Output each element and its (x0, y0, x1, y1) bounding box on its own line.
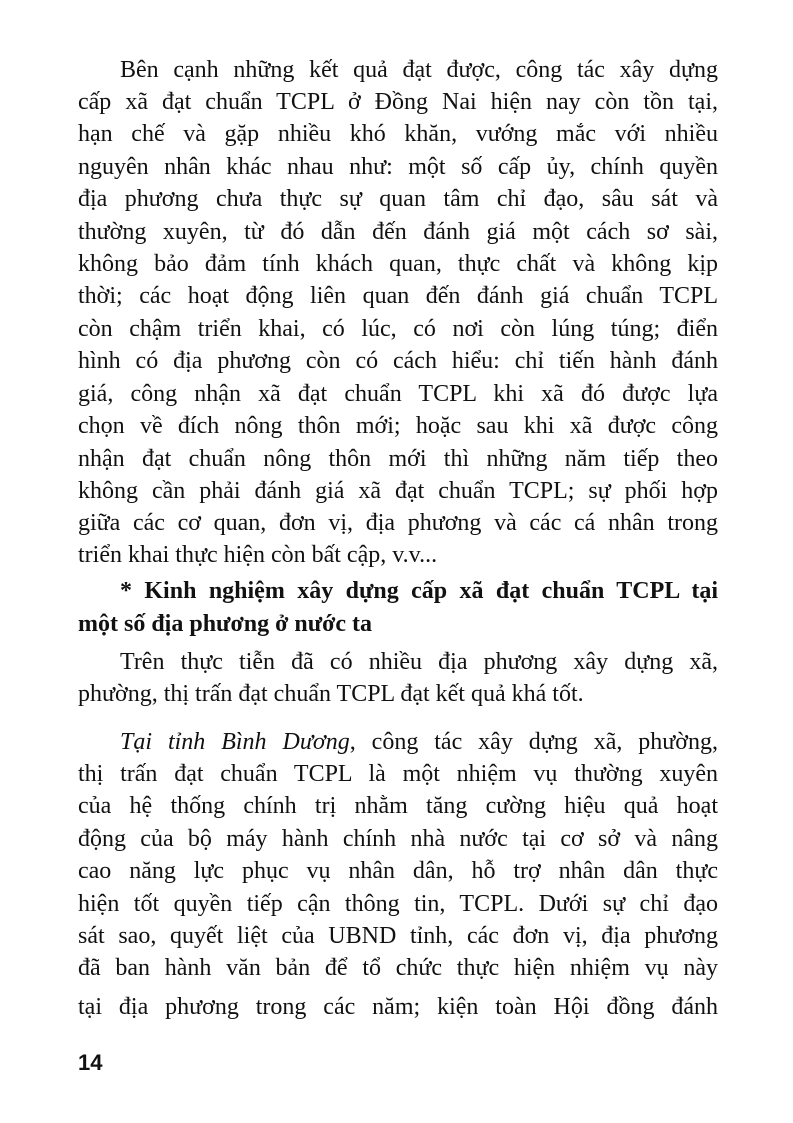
text-line: chọn về đích nông thôn mới; hoặc sau khi xã được công (78, 413, 718, 439)
text-line (120, 726, 718, 758)
text-line: cấp xã đạt chuẩn TCPL ở Đồng Nai hiện nay còn tồn tại, (78, 89, 718, 115)
text-line: hạn chế và gặp nhiều khó khăn, vướng mắc với nhiều (78, 121, 718, 147)
text-line: giữa các cơ quan, đơn vị, địa phương và các cá nhân trong (78, 510, 718, 536)
page-number: 14 (78, 1050, 103, 1075)
text-line: cao năng lực phục vụ nhân dân, hỗ trợ nhân dân thực (78, 858, 718, 884)
text-line: Trên thực tiễn đã có nhiều địa phương xây dựng xã, (120, 649, 718, 675)
text-line: động của bộ máy hành chính nhà nước tại cơ sở và nâng (78, 826, 718, 852)
text-line: phường, thị trấn đạt chuẩn TCPL đạt kết quả khá tốt. (78, 681, 584, 707)
text-line: giá, công nhận xã đạt chuẩn TCPL khi xã đó được lựa (78, 381, 718, 407)
text-fragment: , công tác xây dựng xã, phường, (349, 729, 718, 755)
text-line: triển khai thực hiện còn bất cập, v.v... (78, 542, 438, 568)
text-line: còn chậm triển khai, có lúc, có nơi còn lúng túng; điển (78, 316, 718, 342)
text-line: sát sao, quyết liệt của UBND tỉnh, các đơn vị, địa phương (78, 923, 718, 949)
place-name-italic: Tại tỉnh Bình Dương (120, 729, 350, 755)
text-line: Bên cạnh những kết quả đạt được, công tác xây dựng (120, 57, 718, 83)
text-line: địa phương chưa thực sự quan tâm chỉ đạo, sâu sát và (78, 186, 718, 212)
text-line: không cần phải đánh giá xã đạt chuẩn TCPL; sự phối hợp (78, 478, 718, 504)
text-line: nhận đạt chuẩn nông thôn mới thì những năm tiếp theo (78, 446, 718, 472)
text-line: nguyên nhân khác nhau như: một số cấp ủy, chính quyền (78, 154, 718, 180)
text-line: không bảo đảm tính khách quan, thực chất và không kịp (78, 251, 718, 277)
text-line: hình có địa phương còn có cách hiểu: chỉ tiến hành đánh (78, 348, 718, 374)
text-line: thị trấn đạt chuẩn TCPL là một nhiệm vụ thường xuyên (78, 761, 718, 787)
text-line: đã ban hành văn bản để tổ chức thực hiện nhiệm vụ này (78, 955, 718, 981)
text-line: thời; các hoạt động liên quan đến đánh giá chuẩn TCPL (78, 283, 718, 309)
heading-line: * Kinh nghiệm xây dựng cấp xã đạt chuẩn TCPL tại (120, 578, 718, 604)
text-line: tại địa phương trong các năm; kiện toàn Hội đồng đánh (78, 994, 718, 1020)
heading-line: một số địa phương ở nước ta (78, 611, 373, 637)
text-line: của hệ thống chính trị nhằm tăng cường hiệu quả hoạt (78, 793, 718, 819)
text-line: hiện tốt quyền tiếp cận thông tin, TCPL. Dưới sự chỉ đạo (78, 891, 718, 917)
text-line: thường xuyên, từ đó dẫn đến đánh giá một cách sơ sài, (78, 219, 718, 245)
